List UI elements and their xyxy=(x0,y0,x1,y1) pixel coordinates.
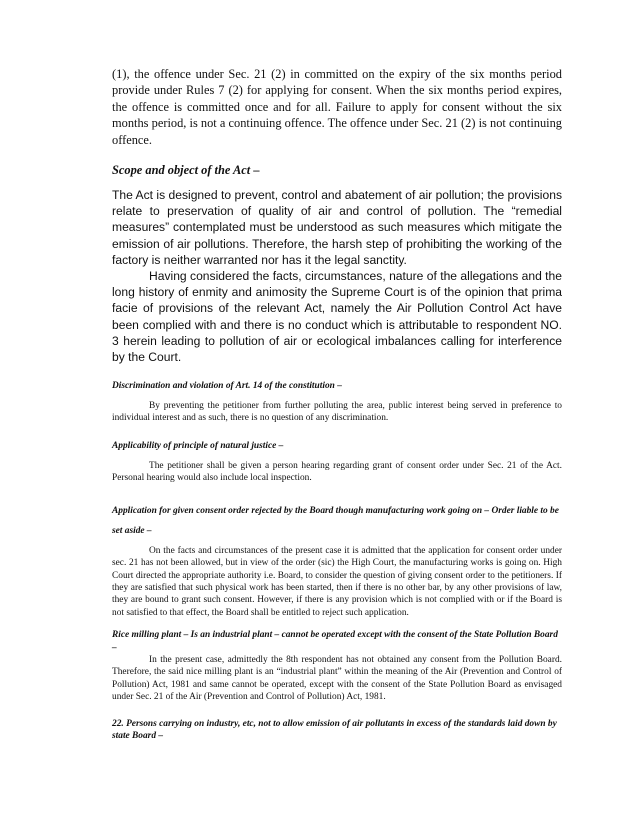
paragraph-discrimination: By preventing the petitioner from further polluting the area, public interest being served in preference to individual interest and as such, there is no question of any discrimination. xyxy=(112,400,562,424)
heading-natural-justice: Applicability of principle of natural justice – xyxy=(112,441,284,452)
heading-consent-rejected: Application for given consent order rejected by the Board though manufacturing work going on – Order liable to be set aside – xyxy=(112,505,559,536)
paragraph-offence: (1), the offence under Sec. 21 (2) in committed on the expiry of the six months period provide under Rules 7 (2) for applying for consent. When the six months period expires, the offence is committed once and for all. Failure to apply for consent without the six months period, is not a continuing offence. The offence under Sec. 21 (2) is not continuing offence. xyxy=(112,67,562,147)
heading-discrimination: Discrimination and violation of Art. 14 of the constitution – xyxy=(112,381,342,392)
paragraph-act-design: The Act is designed to prevent, control and abatement of air pollution; the provisions relate to preservation of quality of air and control of pollution. The “remedial measures” contemplated must be understood as such measures which mitigate the emission of air pollutions. Therefore, the harsh step of prohibiting the working of the factory is neither warranted nor has it the legal sanctity. xyxy=(112,188,562,267)
document-page xyxy=(112,66,562,742)
heading-scope-object: Scope and object of the Act – xyxy=(112,163,260,178)
heading-section-22: 22. Persons carrying on industry, etc, not to allow emission of air pollutants in excess of the standards laid down by state Board – xyxy=(112,718,557,741)
paragraph-consent-rejected: On the facts and circumstances of the present case it is admitted that the application for consent order under sec. 21 has not been allowed, but in view of the order (sic) the High Court, the manufacturing works is going on. High Court directed the appropriate authority i.e. Board, to consider the question of giving consent order to the petitioners. If they are satisfied that such physical work has been started, then if there is no other bar, by any other provisions of law, they are bound to grant such consent. However, if there is any provision which is not complied with or if the Board is not satisfied to that effect, the Board shall be entitled to reject such application. xyxy=(112,545,562,618)
heading-rice-milling: Rice milling plant – Is an industrial plant – cannot be operated except with the consent of the State Pollution Board – xyxy=(112,630,558,653)
paragraph-supreme-court: Having considered the facts, circumstances, nature of the allegations and the long history of enmity and animosity the Supreme Court is of the opinion that prima facie of provisions of the relevant Act, namely the Air Pollution Control Act have been complied with and there is no conduct which is attributable to respondent NO. 3 herein leading to pollution of air or ecological imbalances calling for interference by the Court. xyxy=(112,269,562,365)
paragraph-rice-milling: In the present case, admittedly the 8th respondent has not obtained any consent from the Pollution Board. Therefore, the said nice milling plant is an “industrial plant” within the meaning of the Air (Prevention and Control of Pollution) Act, 1981 and same cannot be operated, except with the consent of the State Pollution Board as envisaged under Sec. 21 of the Air (Prevention and Control of Pollution) Act, 1981. xyxy=(112,654,562,703)
paragraph-natural-justice: The petitioner shall be given a person hearing regarding grant of consent order under Sec. 21 of the Act. Personal hearing would also include local inspection. xyxy=(112,460,562,484)
